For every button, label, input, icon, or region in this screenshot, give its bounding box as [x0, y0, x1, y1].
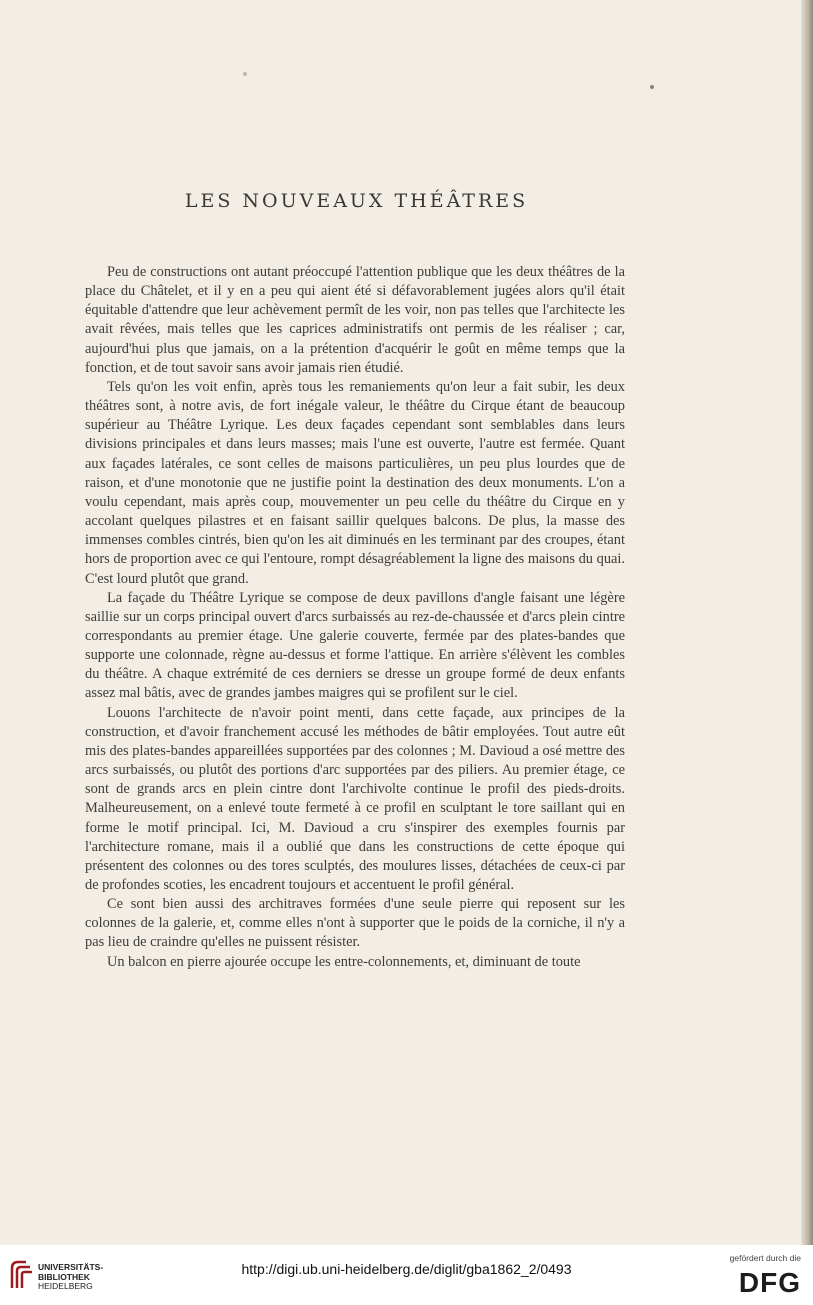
permalink-url[interactable]: http://digi.ub.uni-heidelberg.de/diglit/gba1862_2/0493: [241, 1261, 572, 1277]
article-body: [85, 263, 625, 972]
page-gutter: [801, 0, 813, 1245]
library-name-line: UNIVERSITÄTS-: [38, 1262, 104, 1272]
bleed-through: [0, 84, 813, 114]
page-title: LES NOUVEAUX THÉÂTRES: [184, 190, 529, 212]
paragraph: Louons l'architecte de n'avoir point menti, dans cette façade, aux principes de la construction, et d'avoir franchement accusé les méthodes de bâtir employées. Tout autre eût mis des plates-bandes appareillées supportées par des colonnes ; M. Davioud a osé mettre des arcs surbaissés, ou plutôt des portions d'arc supportées par des piliers. Au premier étage, ce sont de grands arcs en plein cintre dont l'archivolte continue le profil des pieds-droits. Malheureusement, on a enlevé toute fermeté à ce profil en sculptant le tore saillant qui en forme le motif principal. Ici, M. Davioud a cru s'inspirer des exemples fournis par l'architecture romane, mais il a oublié que dans les constructions de cette époque qui présentent des colonnes ou des tores sculptés, des moulures lisses, détachées de ceux-ci par de profondes scoties, les encadrent toujours et accentuent le profil général.: [85, 704, 625, 893]
paragraph: Ce sont bien aussi des architraves formées d'une seule pierre qui reposent sur les colonnes de la galerie, et, comme elles n'ont à supporter que le poids de la corniche, il n'y a pas lieu de craindre qu'elles ne puissent résister.: [85, 896, 625, 951]
speck: [243, 72, 247, 76]
paragraph: Peu de constructions ont autant préoccupé l'attention publique que les deux théâtres de la place du Châtelet, et il y en a peu qui aient été si défavorablement jugées alors qu'il était équitable d'attendre que leur achèvement permît de les voir, non pas telles que l'architecte les avait rêvées, mais telles que les caprices administratifs ont permis de les réaliser ; car, aujourd'hui plus que jamais, on a la prétention d'acquérir le goût en même temps que la fonction, et de tout savoir sans avoir jamais rien étudié.: [85, 264, 625, 376]
dfg-logo: DFG: [738, 1267, 801, 1298]
speck: [650, 85, 654, 89]
footer-bar: [0, 1245, 813, 1305]
paragraph: Tels qu'on les voit enfin, après tous les remaniements qu'on leur a fait subir, les deux théâtres sont, à notre avis, de fort inégale valeur, le théâtre du Cirque étant de beaucoup supérieur au Théâtre Lyrique. Les deux façades cependant sont semblables dans leurs divisions principales et dans leurs masses; mais l'une est ouverte, l'autre est fermée. Quant aux façades latérales, ce sont celles de maisons particulières, un peu plus lourdes que de raison, et d'une monotonie que ne justifie point la destination des deux monuments. L'on a voulu cependant, mais après coup, mouvementer un peu celle du théâtre du Cirque en y accolant quelques pilastres et en faisant saillir quelques balcons. De plus, la masse des immenses combles cintrés, bien qu'on les ait diminués en les terminant par des croupes, étant hors de proportion avec ce qui l'entoure, rompt désagréablement la ligne des maisons du quai. C'est lourd plutôt que grand.: [85, 378, 625, 587]
paragraph: La façade du Théâtre Lyrique se compose de deux pavillons d'angle faisant une légère saillie sur un corps principal ouvert d'arcs surbaissés au rez-de-chaussée et d'arcs plein cintre correspondants au premier étage. Une galerie couverte, fermée par des plates-bandes que supporte une colonnade, règne au-dessus et forme l'attique. En arrière s'élèvent les combles du théâtre. A chaque extrémité de ces derniers se dresse un groupe formé de deux enfants assez mal bâtis, avec de grandes jambes maigres qui se profilent sur le ciel.: [85, 589, 625, 702]
paragraph: Un balcon en pierre ajourée occupe les entre-colonnements, et, diminuant de toute: [107, 953, 581, 970]
library-name-line: BIBLIOTHEK: [38, 1271, 90, 1282]
funder-caption: gefördert durch die: [729, 1253, 801, 1263]
library-name-line: HEIDELBERG: [38, 1281, 93, 1291]
